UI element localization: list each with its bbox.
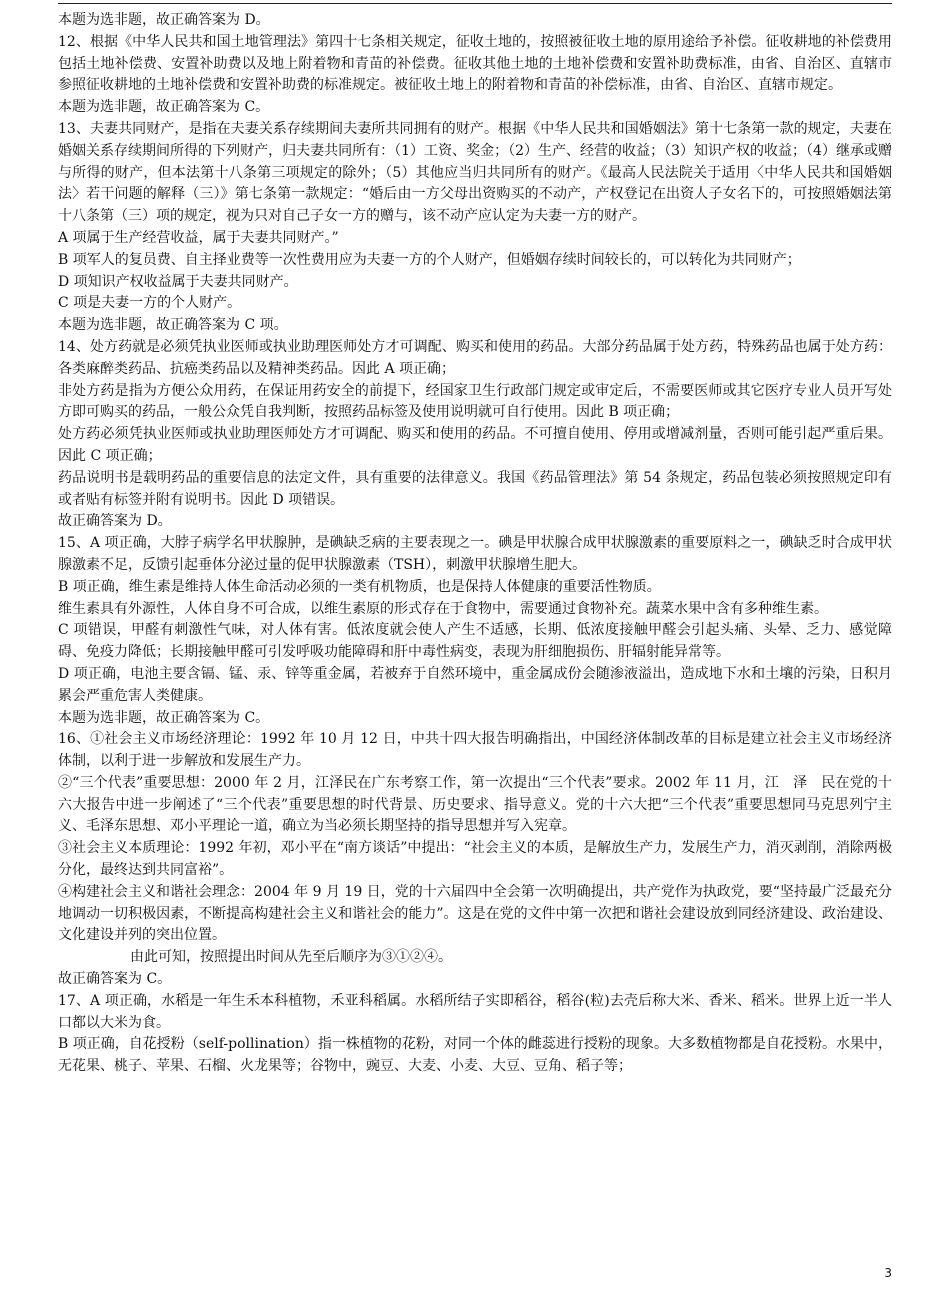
page-number: 3 xyxy=(884,1266,892,1280)
paragraph: B 项正确，维生素是维持人体生命活动必须的一类有机物质，也是保持人体健康的重要活性物质。 xyxy=(58,578,661,595)
paragraph: 由此可知，按照提出时间从先至后顺序为③①②④。 xyxy=(130,949,452,966)
paragraph: 15、A 项正确，大脖子病学名甲状腺肿，是碘缺乏病的主要表现之一。碘是甲状腺合成甲状腺激素的重要原料之一，碘缺乏时合成甲状腺激素不足，反馈引起垂体分泌过量的促甲状腺激素（TSH），刺激甲状腺增生肥大。 xyxy=(58,535,892,573)
paragraph: 本题为选非题，故正确答案为 D。 xyxy=(58,12,270,28)
top-rule xyxy=(58,3,892,4)
paragraph: 药品说明书是载明药品的重要信息的法定文件，具有重要的法律意义。我国《药品管理法》第 54 条规定，药品包装必须按照规定印有或者贴有标签并附有说明书。因此 D 项错误。 xyxy=(58,469,892,508)
paragraph: 17、A 项正确，水稻是一年生禾本科植物，禾亚科稻属。水稻所结子实即稻谷，稻谷(粒)去壳后称大米、香米、稻米。世界上近一半人口都以大米为食。 xyxy=(58,992,892,1031)
paragraph: 本题为选非题，故正确答案为 C。 xyxy=(58,709,270,726)
paragraph: A 项属于生产经营收益，属于夫妻共同财产。” xyxy=(58,229,339,246)
paragraph: 故正确答案为 C。 xyxy=(58,971,172,988)
paragraph: 处方药必须凭执业医师或执业助理医师处方才可调配、购买和使用的药品。不可擅自使用、停用或增减剂量，否则可能引起严重后果。因此 C 项正确； xyxy=(58,426,892,464)
paragraph: 本题为选非题，故正确答案为 C 项。 xyxy=(58,317,288,334)
paragraph: C 项错误，甲醛有刺激性气味，对人体有害。低浓度就会使人产生不适感，长期、低浓度接触甲醛会引起头痛、头晕、乏力、感觉障碍、免疫力降低；长期接触甲醛可引发呼吸功能障碍和肝中毒性病变，表现为肝细胞损伤、肝辐射能异常等。 xyxy=(58,622,892,661)
paragraph: 非处方药是指为方便公众用药，在保证用药安全的前提下，经国家卫生行政部门规定或审定后，不需要医师或其它医疗专业人员开写处方即可购买的药品，一般公众凭自我判断，按照药品标签及使用说明就可自行使用。因此 B 项正确； xyxy=(58,382,892,421)
paragraph: D 项知识产权收益属于夫妻共同财产。 xyxy=(58,273,298,290)
paragraph: 14、处方药就是必须凭执业医师或执业助理医师处方才可调配、购买和使用的药品。大部分药品属于处方药，特殊药品也属于处方药：各类麻醉类药品、抗癌类药品以及精神类药品。因此 A 项正确； xyxy=(58,338,892,377)
paragraph: C 项是夫妻一方的个人财产。 xyxy=(58,295,242,312)
paragraph: ④构建社会主义和谐社会理念：2004 年 9 月 19 日，党的十六届四中全会第一次明确提出，共产党作为执政党，要“坚持最广泛最充分地调动一切积极因素，不断提高构建社会主义和谐社会的能力”。这是在党的文件中第一次把和谐社会建设放到同经济建设、政治建设、文化建设并列的突出位置。 xyxy=(58,883,892,944)
paragraph: 16、①社会主义市场经济理论：1992 年 10 月 12 日，中共十四大报告明确指出，中国经济体制改革的目标是建立社会主义市场经济体制，以利于进一步解放和发展生产力。 xyxy=(58,731,892,770)
paragraph: 维生素具有外源性，人体自身不可合成，以维生素原的形式存在于食物中，需要通过食物补充。蔬菜水果中含有多种维生素。 xyxy=(58,600,828,617)
paragraph: 13、夫妻共同财产，是指在夫妻关系存续期间夫妻所共同拥有的财产。根据《中华人民共和国婚姻法》第十七条第一款的规定，夫妻在婚姻关系存续期间所得的下列财产，归夫妻共同所有：（1）工资、奖金；（2）生产、经营的收益；（3）知识产权的收益；（4）继承或赠与所得的财产，但本法第十八条第三项规定的除外；（5）其他应当归共同所有的财产。《最高人民法院关于适用〈中华人民共和国婚姻法〉若干问题的解释（三）》第七条第一款规定：“婚后由一方父母出资购买的不动产，产权登记在出资人子女名下的，可按照婚姻法第十八条第（三）项的规定，视为只对自己子女一方的赠与，该不动产应认定为夫妻一方的财产。 xyxy=(58,120,892,225)
paragraph: ②“三个代表”重要思想：2000 年 2 月，江泽民在广东考察工作，第一次提出“三个代表”要求。2002 年 11 月，江 泽 民在党的十六大报告中进一步阐述了“三个代表”重要思想的时代背景、历史要求、指导意义。党的十六大把“三个代表”重要思想同马克思列宁主义、毛泽东思想、邓小平理论一道，确立为当必须长期坚持的指导思想并写入宪章。 xyxy=(58,774,892,835)
paragraph: D 项正确，电池主要含镉、锰、汞、锌等重金属，若被弃于自然环境中，重金属成份会随渗液溢出，造成地下水和土壤的污染，日积月累会严重危害人类健康。 xyxy=(58,665,892,704)
paragraph: 12、根据《中华人民共和国土地管理法》第四十七条相关规定，征收土地的，按照被征收土地的原用途给予补偿。征收耕地的补偿费用包括土地补偿费、安置补助费以及地上附着物和青苗的补偿费。征收其他土地的土地补偿费和安置补助费标准，由省、自治区、直辖市参照征收耕地的土地补偿费和安置补助费的标准规定。被征收土地上的附着物和青苗的补偿标准，由省、自治区、直辖市规定。 xyxy=(58,33,892,94)
answer-explanations xyxy=(58,10,892,1078)
paragraph: B 项正确，自花授粉（self-pollination）指一株植物的花粉，对同一个体的雌蕊进行授粉的现象。大多数植物都是自花授粉。水果中，无花果、桃子、苹果、石榴、火龙果等；谷物中，豌豆、大麦、小麦、大豆、豆角、稻子等； xyxy=(58,1036,892,1075)
paragraph: B 项军人的复员费、自主择业费等一次性费用应为夫妻一方的个人财产，但婚姻存续时间较长的，可以转化为共同财产； xyxy=(58,251,801,268)
paragraph: 故正确答案为 D。 xyxy=(58,513,172,530)
paragraph: ③社会主义本质理论：1992 年初，邓小平在“南方谈话”中提出：“社会主义的本质，是解放生产力，发展生产力，消灭剥削，消除两极分化，最终达到共同富裕”。 xyxy=(58,840,892,879)
paragraph: 本题为选非题，故正确答案为 C。 xyxy=(58,99,270,116)
